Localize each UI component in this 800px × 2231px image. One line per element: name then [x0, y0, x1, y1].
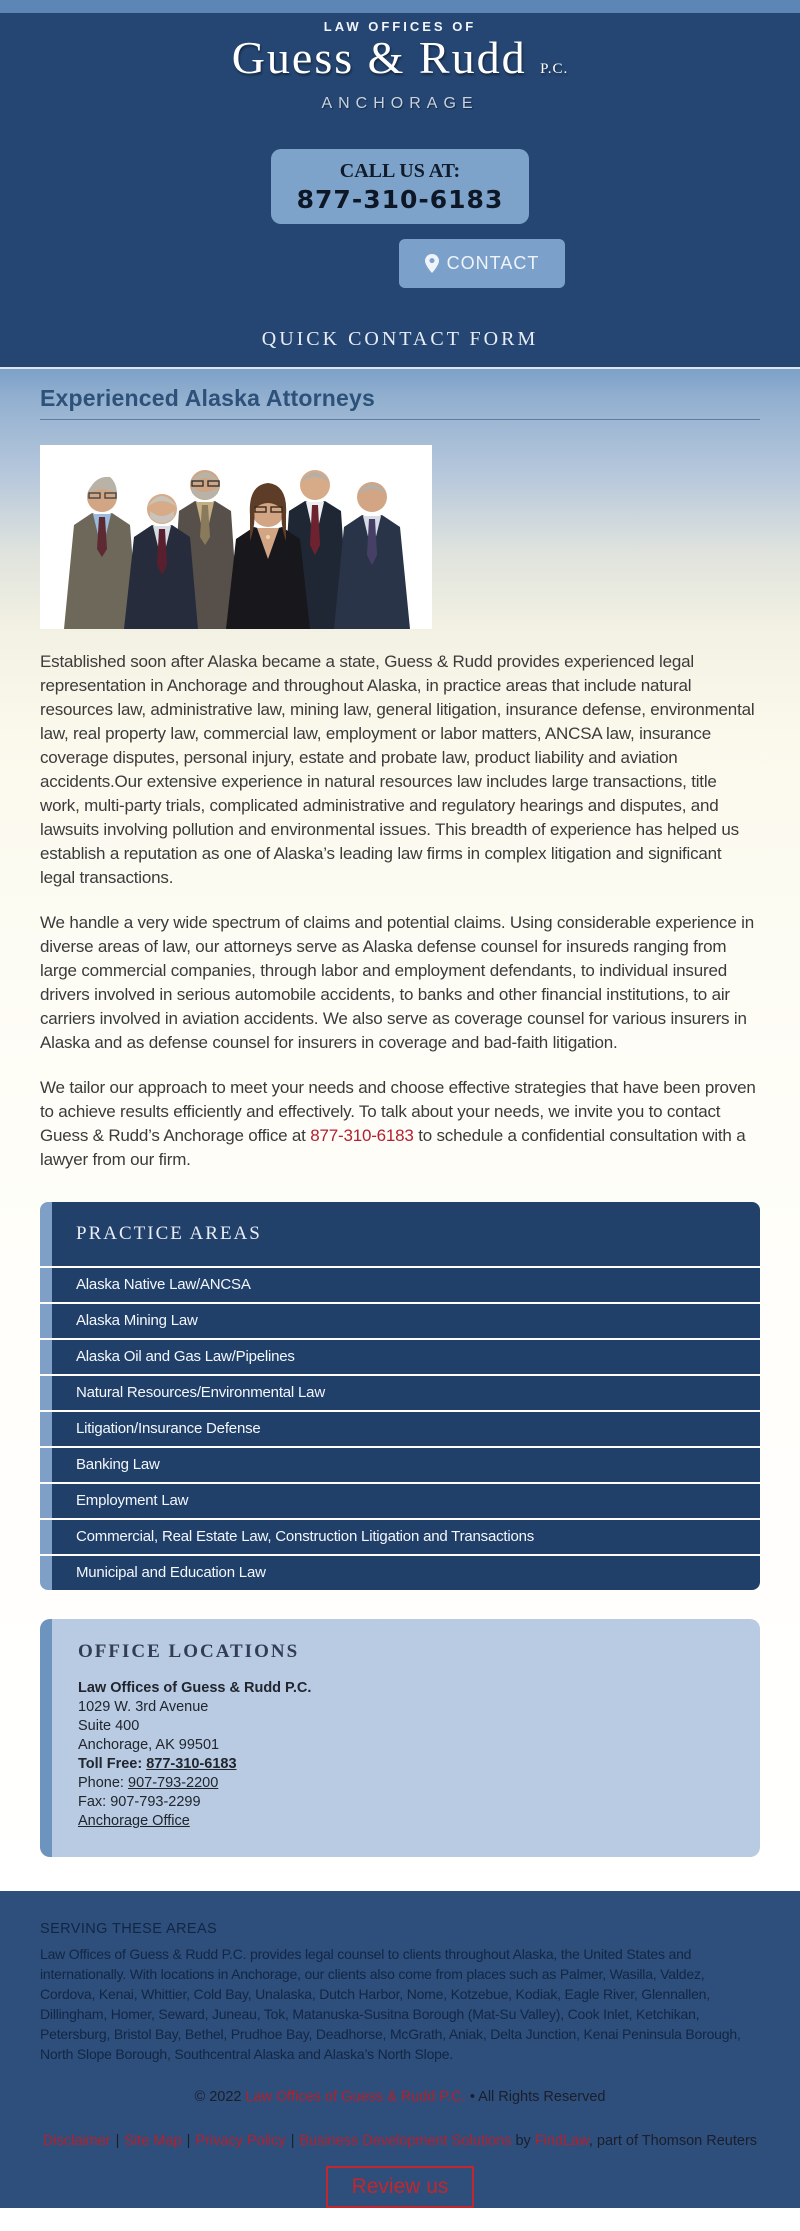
practice-area-item[interactable] — [40, 1376, 760, 1410]
anchorage-office-link[interactable]: Anchorage Office — [78, 1813, 190, 1829]
call-us-phone[interactable]: 877-310-6183 — [296, 185, 504, 214]
practice-areas-title: PRACTICE AREAS — [52, 1202, 760, 1266]
bottom-spacer — [0, 2208, 800, 2231]
practice-area-item[interactable] — [40, 1484, 760, 1518]
logo-name-text: Guess & Rudd — [231, 32, 527, 83]
office-locations-title: OFFICE LOCATIONS — [78, 1641, 300, 1662]
intro-paragraph: Established soon after Alaska became a state, Guess & Rudd provides experienced legal representation in Anchorage and throughout Alaska, in practice areas that include natural resources law, administrative law, mining law, general litigation, insurance defense, environmental law, real property law, commercial law, employment or labor matters, ANCSA law, insurance coverage disputes, personal injury, estate and probate law, product liability and aviation accidents.Our extensive experience in natural resources law includes large transactions, title work, multi-party trials, complicated administrative and regulatory hearings and disputes, and lawsuits involving pollution and environmental issues. This breadth of experience has helped us establish a reputation as one of Alaska’s leading law firms in complex litigation and significant legal transactions. — [40, 652, 755, 887]
location-pin-icon — [425, 254, 439, 273]
footer-links-row: Disclaimer | Site Map | Privacy Policy | Business Development Solutions by FindLaw, part of Thomson Reuters — [42, 2133, 758, 2149]
claims-paragraph: We handle a very wide spectrum of claims and potential claims. Using considerable experience in diverse areas of law, our attorneys serve as Alaska defense counsel for insureds ranging from large commercial companies, through labor and employment defendants, to individual insured drivers involved in serious automobile accidents, to banks and other financial institutions, to air carriers involved in aviation accidents. We also serve as coverage counsel for various insurers in Alaska and as defense counsel for insurers in coverage and bad-faith litigation. — [40, 913, 754, 1052]
practice-area-link[interactable]: Banking Law — [52, 1448, 760, 1482]
approach-text-before: We tailor our approach to meet your needs and choose effective strategies that have been proven to achieve results efficiently and effectively. To talk about your needs, we invite you to contact Guess & Rudd’s Anchorage office at — [40, 1078, 756, 1145]
practice-area-item[interactable] — [40, 1268, 760, 1302]
practice-area-link[interactable]: Commercial, Real Estate Law, Construction Litigation and Transactions — [52, 1520, 760, 1554]
disclaimer-link[interactable]: Disclaimer — [42, 2133, 111, 2149]
sitemap-link[interactable]: Site Map — [124, 2133, 182, 2149]
practice-area-link[interactable]: Alaska Native Law/ANCSA — [52, 1268, 760, 1302]
contact-button-label: CONTACT — [446, 253, 540, 273]
practice-area-link[interactable]: Alaska Mining Law — [52, 1304, 760, 1338]
page-title: Experienced Alaska Attorneys — [40, 385, 375, 411]
office-accent-strip — [40, 1619, 52, 1857]
site-footer — [0, 1891, 800, 2208]
office-address-line2: Suite 400 — [78, 1718, 140, 1734]
quick-contact-form-heading: QUICK CONTACT FORM — [261, 328, 539, 350]
office-phone-link[interactable]: 907-793-2200 — [128, 1775, 219, 1791]
practice-areas-box — [40, 1202, 760, 1590]
privacy-policy-link[interactable]: Privacy Policy — [195, 2133, 286, 2149]
office-tollfree-line: Toll Free: 877-310-6183 — [78, 1756, 237, 1772]
contact-button[interactable] — [399, 239, 566, 288]
approach-text-after: to schedule a confidential consultation with a lawyer from our firm. — [40, 1126, 746, 1169]
practice-areas-header — [40, 1202, 760, 1266]
top-accent-strip — [0, 0, 800, 13]
practice-area-link[interactable]: Litigation/Insurance Defense — [52, 1412, 760, 1446]
office-phone-line: Phone: 907-793-2200 — [78, 1775, 219, 1791]
logo-suffix: P.C. — [540, 61, 569, 77]
review-us-button[interactable]: Review us — [326, 2166, 475, 2208]
copyright-line: © 2022 Law Offices of Guess & Rudd P.C. • All Rights Reserved — [194, 2089, 606, 2105]
title-divider — [40, 419, 760, 420]
office-locations-box — [40, 1619, 760, 1857]
logo-prefix: LAW OFFICES OF — [323, 19, 477, 34]
practice-area-link[interactable]: Employment Law — [52, 1484, 760, 1518]
logo-city: ANCHORAGE — [321, 95, 479, 112]
office-city-line: Anchorage, AK 99501 — [78, 1737, 220, 1753]
office-firm-name: Law Offices of Guess & Rudd P.C. — [78, 1680, 312, 1696]
business-development-link[interactable]: Business Development Solutions — [299, 2133, 512, 2149]
practice-area-item[interactable] — [40, 1340, 760, 1374]
practice-area-item[interactable] — [40, 1556, 760, 1590]
practice-area-item[interactable] — [40, 1412, 760, 1446]
practice-area-link[interactable]: Municipal and Education Law — [52, 1556, 760, 1590]
findlaw-link[interactable]: FindLaw — [534, 2133, 589, 2149]
phone-link[interactable]: 877-310-6183 — [310, 1126, 414, 1145]
practice-area-item[interactable] — [40, 1448, 760, 1482]
office-fax-line: Fax: 907-793-2299 — [78, 1794, 201, 1810]
copyright-firm-link[interactable]: Law Offices of Guess & Rudd P.C. — [245, 2089, 466, 2105]
approach-paragraph — [40, 1076, 760, 1172]
practice-areas-accent-strip — [40, 1202, 52, 1266]
tollfree-phone-link[interactable]: 877-310-6183 — [146, 1756, 237, 1772]
practice-area-item[interactable] — [40, 1304, 760, 1338]
call-us-label: CALL US AT: — [339, 160, 461, 182]
practice-area-link[interactable]: Alaska Oil and Gas Law/Pipelines — [52, 1340, 760, 1374]
serving-areas-text: Law Offices of Guess & Rudd P.C. provides legal counsel to clients throughout Alaska, the United States and internationally. With locations in Anchorage, our clients also come from places such as Palmer, Wasilla, Valdez, Cordova, Kenai, Whittier, Cold Bay, Unalaska, Dutch Harbor, Nome, Kotzebue, Kodiak, Eagle River, Glennallen, Dillingham, Homer, Seward, Juneau, Tok, Matanuska-Susitna Borough (Mat-Su Valley), Cook Inlet, Ketchikan, Petersburg, Bristol Bay, Bethel, Prudhoe Bay, Deadhorse, McGrath, Aniak, Delta Junction, Kenai Peninsula Borough, North Slope Borough, Southcentral Alaska and Alaska’s North Slope. — [40, 1946, 741, 2062]
firm-logo — [0, 34, 800, 93]
practice-area-link[interactable]: Natural Resources/Environmental Law — [52, 1376, 760, 1410]
main-content — [0, 369, 800, 1891]
site-header — [0, 13, 800, 369]
office-address-line1: 1029 W. 3rd Avenue — [78, 1699, 209, 1715]
call-us-box[interactable] — [271, 149, 530, 224]
attorneys-group-photo — [40, 445, 432, 629]
serving-areas-title: SERVING THESE AREAS — [40, 1921, 218, 1937]
practice-area-item[interactable] — [40, 1520, 760, 1554]
